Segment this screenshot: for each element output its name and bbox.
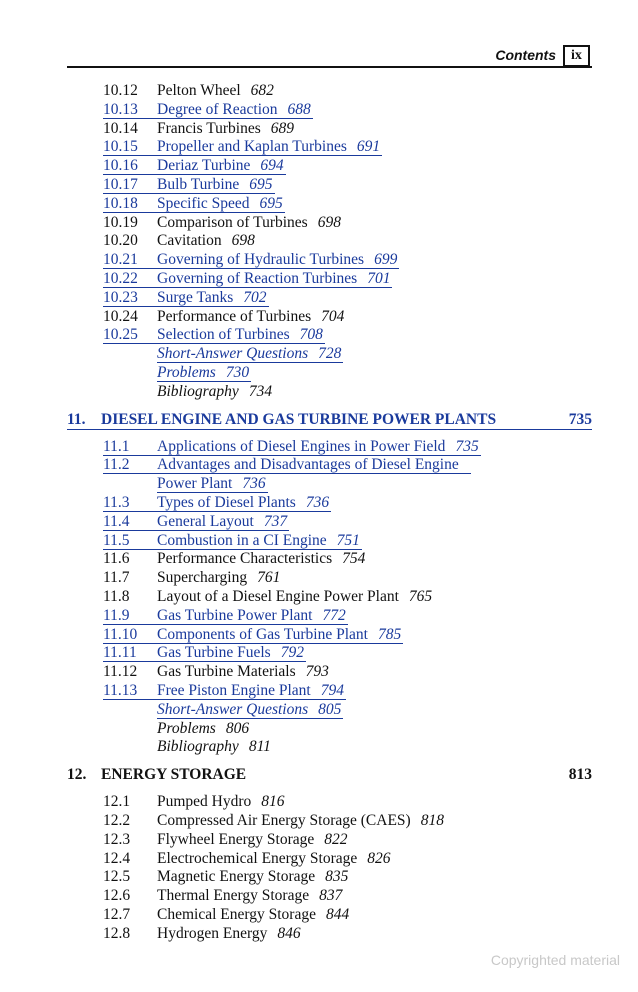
section-number: 11.9 bbox=[103, 606, 130, 624]
section-page: 835 bbox=[325, 868, 349, 886]
section-number: 11.7 bbox=[103, 569, 130, 587]
section-title bbox=[157, 82, 274, 100]
section-title-text: Cavitation bbox=[157, 232, 222, 250]
section-page: 730 bbox=[225, 364, 250, 381]
section-number: 11.11 bbox=[103, 644, 137, 662]
section-title bbox=[157, 138, 380, 156]
section-title-text: Bibliography bbox=[157, 738, 239, 756]
section-number: 11.12 bbox=[103, 663, 138, 681]
section-page: 816 bbox=[261, 793, 285, 811]
section-title bbox=[157, 738, 271, 756]
section-title bbox=[157, 626, 401, 644]
section-number: 11.3 bbox=[103, 494, 130, 511]
section-title bbox=[157, 569, 280, 587]
section-number: 12.3 bbox=[103, 830, 131, 848]
section-title-text: Pelton Wheel bbox=[157, 82, 241, 99]
section-page: 694 bbox=[260, 157, 284, 175]
section-title bbox=[157, 850, 391, 868]
section-number: 10.18 bbox=[103, 194, 138, 212]
section-title-text: Short-Answer Questions bbox=[157, 345, 309, 363]
section-title-text: Gas Turbine Power Plant bbox=[157, 606, 313, 624]
chapter-title: DIESEL ENGINE AND GAS TURBINE POWER PLANTS bbox=[101, 410, 497, 428]
chapter-number: 11. bbox=[67, 410, 86, 428]
section-page: 761 bbox=[257, 569, 281, 587]
section-title bbox=[157, 682, 344, 700]
section-number: 10.23 bbox=[103, 288, 138, 306]
section-page: 805 bbox=[318, 700, 342, 718]
section-title-text: Types of Diesel Plants bbox=[157, 494, 296, 511]
section-title-text: Specific Speed bbox=[157, 194, 250, 212]
section-page: 818 bbox=[420, 812, 444, 829]
section-title-text: Gas Turbine Materials bbox=[157, 663, 296, 681]
section-title-text: Magnetic Energy Storage bbox=[157, 868, 316, 886]
section-page: 754 bbox=[342, 550, 366, 568]
section-title bbox=[157, 456, 469, 474]
section-title-text: Propeller and Kaplan Turbines bbox=[157, 138, 347, 156]
section-number: 10.24 bbox=[103, 307, 138, 325]
section-number: 11.8 bbox=[103, 588, 130, 605]
section-title-text: Selection of Turbines bbox=[157, 326, 290, 344]
section-number: 12.7 bbox=[103, 906, 131, 923]
section-number: 10.19 bbox=[103, 213, 138, 231]
section-title-text: Flywheel Energy Storage bbox=[157, 830, 315, 848]
section-title bbox=[157, 475, 266, 493]
section-number: 10.25 bbox=[103, 326, 138, 344]
section-page: 698 bbox=[231, 232, 255, 250]
section-page: 691 bbox=[356, 138, 381, 156]
section-number: 12.2 bbox=[103, 812, 131, 829]
section-page: 695 bbox=[249, 176, 273, 193]
section-title-text: Pumped Hydro bbox=[157, 793, 252, 811]
watermark: Copyrighted material bbox=[490, 952, 620, 968]
section-number: 10.14 bbox=[103, 119, 138, 137]
chapter-page: 813 bbox=[568, 766, 592, 784]
section-title-text: Performance Characteristics bbox=[157, 550, 333, 568]
running-title: Contents bbox=[495, 47, 556, 63]
section-number: 12.6 bbox=[103, 887, 131, 905]
section-page: 728 bbox=[318, 345, 342, 363]
section-title-text: General Layout bbox=[157, 512, 254, 530]
section-title-text: Layout of a Diesel Engine Power Plant bbox=[157, 588, 399, 605]
section-title-text: Electrochemical Energy Storage bbox=[157, 849, 358, 867]
section-title-text: Advantages and Disadvantages of Diesel Engine bbox=[157, 456, 459, 474]
section-title bbox=[157, 308, 344, 326]
section-number: 10.12 bbox=[103, 82, 138, 99]
section-number: 11.6 bbox=[103, 550, 130, 568]
section-title-text: Problems bbox=[157, 719, 216, 737]
section-page: 689 bbox=[270, 119, 295, 137]
section-title-text: Combustion in a CI Engine bbox=[157, 531, 327, 549]
section-page: 704 bbox=[321, 307, 345, 325]
section-title bbox=[157, 232, 255, 250]
section-title bbox=[157, 494, 329, 512]
section-title bbox=[157, 868, 348, 886]
section-title-text: Performance of Turbines bbox=[157, 307, 312, 325]
page-header bbox=[0, 0, 638, 80]
chapter-page: 735 bbox=[568, 410, 592, 428]
section-title bbox=[157, 251, 397, 269]
section-title-text: Problems bbox=[157, 364, 216, 381]
section-title-text: Supercharging bbox=[157, 569, 248, 587]
section-title bbox=[157, 701, 341, 719]
section-number: 11.10 bbox=[103, 625, 138, 643]
section-page: 736 bbox=[242, 475, 266, 493]
section-title bbox=[157, 812, 444, 830]
section-page: 792 bbox=[280, 644, 304, 662]
section-title bbox=[157, 383, 272, 401]
section-title bbox=[157, 793, 285, 811]
section-number: 12.8 bbox=[103, 924, 131, 942]
section-title bbox=[157, 513, 287, 531]
section-page: 822 bbox=[324, 830, 348, 848]
section-page: 793 bbox=[305, 663, 329, 681]
section-number: 11.13 bbox=[103, 682, 138, 699]
section-number: 11.2 bbox=[103, 456, 130, 474]
chapter-number: 12. bbox=[67, 766, 87, 784]
section-number: 10.22 bbox=[103, 270, 138, 287]
section-title bbox=[157, 550, 365, 568]
section-page: 682 bbox=[250, 82, 274, 99]
section-page: 688 bbox=[287, 100, 311, 118]
section-page: 695 bbox=[259, 194, 283, 212]
section-title bbox=[157, 214, 341, 232]
section-title-text: Applications of Diesel Engines in Power Field bbox=[157, 437, 446, 455]
section-title bbox=[157, 120, 294, 138]
section-page: 699 bbox=[374, 251, 398, 269]
section-title-text: Compressed Air Energy Storage (CAES) bbox=[157, 812, 411, 829]
section-title-text: Francis Turbines bbox=[157, 119, 261, 137]
section-number: 10.16 bbox=[103, 157, 138, 175]
section-number: 10.17 bbox=[103, 176, 138, 193]
header-rule bbox=[67, 66, 592, 68]
section-title bbox=[157, 925, 301, 943]
section-page: 701 bbox=[367, 270, 391, 287]
section-title bbox=[157, 364, 249, 382]
section-page: 806 bbox=[225, 719, 250, 737]
section-page: 826 bbox=[367, 849, 391, 867]
section-title-text: Components of Gas Turbine Plant bbox=[157, 625, 368, 643]
section-title-text: Thermal Energy Storage bbox=[157, 887, 310, 905]
section-number: 11.1 bbox=[103, 437, 130, 455]
section-page: 737 bbox=[263, 512, 288, 530]
chapter-heading bbox=[67, 765, 592, 785]
chapter-heading[interactable] bbox=[67, 410, 592, 430]
section-title-text: Surge Tanks bbox=[157, 288, 234, 306]
section-title bbox=[157, 195, 283, 213]
section-page: 734 bbox=[248, 382, 273, 400]
section-title-text: Deriaz Turbine bbox=[157, 157, 251, 175]
section-title bbox=[157, 720, 249, 738]
section-title bbox=[157, 887, 342, 905]
section-title bbox=[157, 101, 311, 119]
section-page: 772 bbox=[322, 606, 346, 624]
section-title-text: Power Plant bbox=[157, 475, 233, 493]
section-title bbox=[157, 644, 304, 662]
section-title-text: Short-Answer Questions bbox=[157, 700, 309, 718]
section-number: 10.13 bbox=[103, 100, 138, 118]
section-title bbox=[157, 289, 267, 307]
section-page: 765 bbox=[408, 588, 433, 605]
chapter-title: ENERGY STORAGE bbox=[101, 766, 247, 784]
section-number: 11.4 bbox=[103, 512, 130, 530]
section-number: 10.21 bbox=[103, 251, 138, 269]
section-title-text: Degree of Reaction bbox=[157, 100, 278, 118]
section-page: 751 bbox=[336, 531, 360, 549]
section-number: 10.15 bbox=[103, 138, 138, 156]
section-title bbox=[157, 831, 348, 849]
section-title bbox=[157, 588, 432, 606]
section-page: 702 bbox=[243, 288, 267, 306]
section-title-text: Hydrogen Energy bbox=[157, 924, 268, 942]
section-page: 735 bbox=[455, 437, 479, 455]
section-page: 846 bbox=[277, 924, 301, 942]
section-title-text: Governing of Reaction Turbines bbox=[157, 270, 358, 287]
section-page: 844 bbox=[325, 906, 350, 923]
page-number: ix bbox=[563, 45, 590, 67]
section-title-text: Bibliography bbox=[157, 382, 239, 400]
section-title-text: Chemical Energy Storage bbox=[157, 906, 316, 923]
section-title bbox=[157, 326, 323, 344]
section-title bbox=[157, 906, 349, 924]
section-title-text: Free Piston Engine Plant bbox=[157, 682, 311, 699]
section-title bbox=[157, 270, 390, 288]
link-underline bbox=[67, 429, 592, 430]
section-title-text: Gas Turbine Fuels bbox=[157, 644, 271, 662]
section-title bbox=[157, 438, 479, 456]
section-number: 12.1 bbox=[103, 793, 131, 811]
section-title bbox=[157, 176, 273, 194]
section-title-text: Comparison of Turbines bbox=[157, 213, 308, 231]
section-title bbox=[157, 607, 346, 625]
section-title bbox=[157, 532, 360, 550]
section-number: 12.5 bbox=[103, 868, 131, 886]
section-number: 10.20 bbox=[103, 232, 138, 250]
section-page: 698 bbox=[317, 213, 341, 231]
section-page: 785 bbox=[377, 625, 402, 643]
section-page: 811 bbox=[248, 738, 271, 756]
section-page: 736 bbox=[305, 494, 330, 511]
section-page: 794 bbox=[320, 682, 344, 699]
section-page: 837 bbox=[319, 887, 343, 905]
section-number: 11.5 bbox=[103, 531, 130, 549]
section-number: 12.4 bbox=[103, 849, 131, 867]
section-title bbox=[157, 663, 329, 681]
section-page: 708 bbox=[299, 326, 323, 344]
section-title bbox=[157, 157, 284, 175]
section-title-text: Governing of Hydraulic Turbines bbox=[157, 251, 365, 269]
section-title-text: Bulb Turbine bbox=[157, 176, 240, 193]
section-title bbox=[157, 345, 341, 363]
